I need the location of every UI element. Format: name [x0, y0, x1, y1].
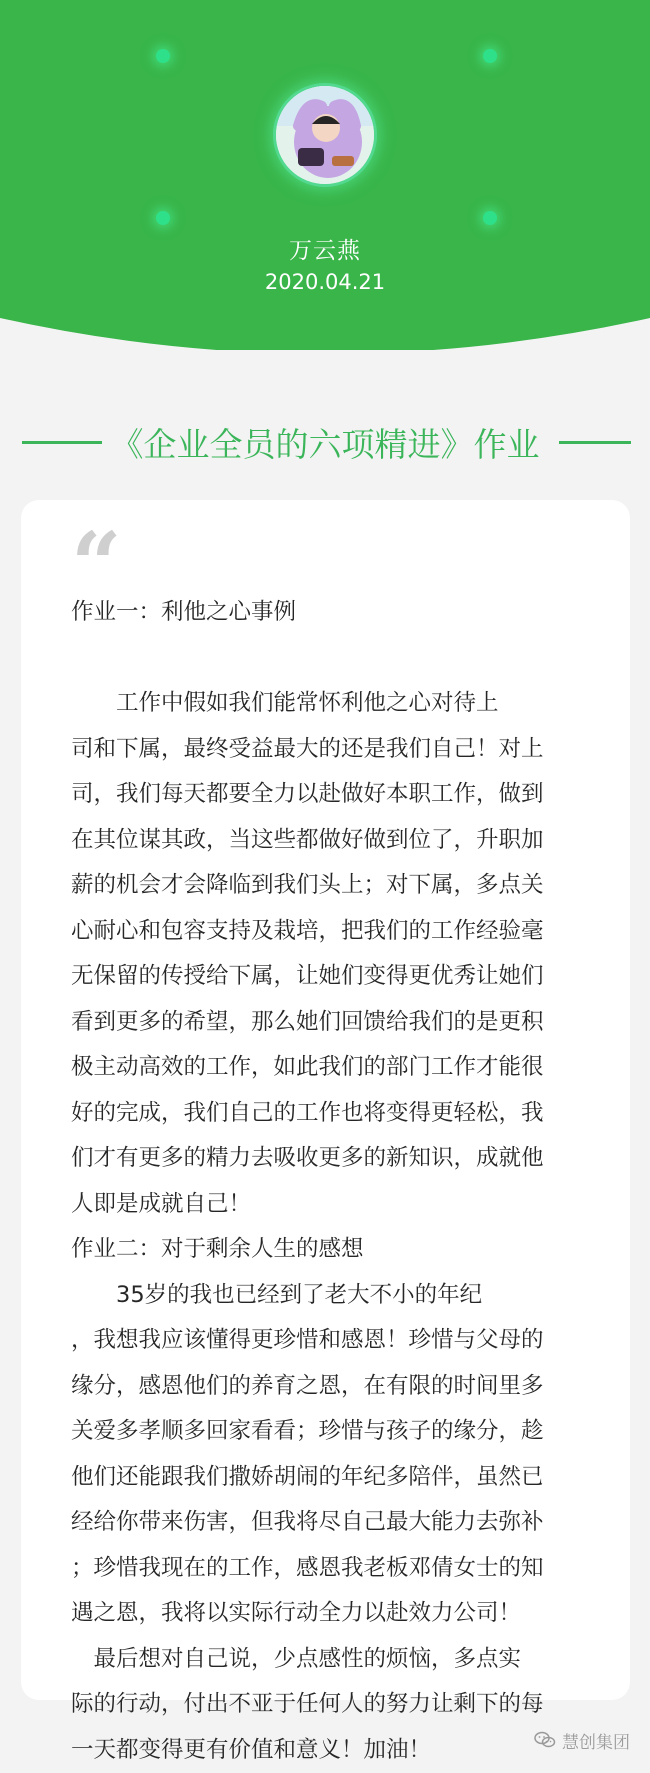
article-line: 最后想对自己说，少点感性的烦恼，多点实: [71, 1637, 611, 1683]
article-line: 35岁的我也已经到了老大不小的年纪: [71, 1273, 611, 1319]
article-line: 际的行动，付出不亚于任何人的努力让剩下的每: [71, 1682, 611, 1728]
glow-dot: [483, 211, 497, 225]
glow-dot: [483, 49, 497, 63]
article-line: 们才有更多的精力去吸收更多的新知识，成就他: [71, 1136, 611, 1182]
watermark: [534, 1727, 630, 1753]
section-heading: [0, 415, 650, 465]
heading-rule-right: [559, 441, 631, 444]
article-line: 极主动高效的工作，如此我们的部门工作才能很: [71, 1045, 611, 1091]
article-line: 他们还能跟我们撒娇胡闹的年纪多陪伴，虽然已: [71, 1455, 611, 1501]
article-line: 一天都变得更有价值和意义！加油！: [71, 1728, 611, 1773]
article-line: ；珍惜我现在的工作，感恩我老板邓倩女士的知: [71, 1546, 611, 1592]
article-line: 工作中假如我们能常怀利他之心对待上: [71, 681, 611, 727]
article-line: 作业二：对于剩余人生的感想: [71, 1227, 611, 1273]
glow-dot: [156, 49, 170, 63]
article-line: 在其位谋其政，当这些都做好做到位了，升职加: [71, 818, 611, 864]
article-line: 作业一：利他之心事例: [71, 590, 611, 636]
article-line: 缘分，感恩他们的养育之恩，在有限的时间里多: [71, 1364, 611, 1410]
article-line: [71, 636, 611, 682]
section-title: 《企业全员的六项精进》作业: [95, 419, 555, 466]
article-line: 关爱多孝顺多回家看看；珍惜与孩子的缘分，趁: [71, 1409, 611, 1455]
article-body: [71, 590, 611, 1773]
article-line: 经给你带来伤害，但我将尽自己最大能力去弥补: [71, 1500, 611, 1546]
article-line: 遇之恩，我将以实际行动全力以赴效力公司！: [71, 1591, 611, 1637]
watermark-text: 慧创集团: [562, 1728, 630, 1753]
author-name: 万云燕: [0, 232, 650, 265]
quote-mark-icon: “: [71, 520, 122, 608]
article-line: 无保留的传授给下属，让她们变得更优秀让她们: [71, 954, 611, 1000]
heading-rule-left: [22, 441, 102, 444]
article-line: 看到更多的希望，那么她们回馈给我们的是更积: [71, 1000, 611, 1046]
article-line: 司和下属，最终受益最大的还是我们自己！对上: [71, 727, 611, 773]
article-line: 人即是成就自己！: [71, 1182, 611, 1228]
article-line: 司，我们每天都要全力以赴做好本职工作，做到: [71, 772, 611, 818]
article-card: [21, 500, 630, 1700]
article-line: 心耐心和包容支持及栽培，把我们的工作经验毫: [71, 909, 611, 955]
article-line: 好的完成，我们自己的工作也将变得更轻松，我: [71, 1091, 611, 1137]
post-date: 2020.04.21: [0, 270, 650, 294]
article-line: ，我想我应该懂得更珍惜和感恩！珍惜与父母的: [71, 1318, 611, 1364]
wechat-icon: [534, 1731, 556, 1749]
article-line: 薪的机会才会降临到我们头上；对下属，多点关: [71, 863, 611, 909]
profile-photo-icon: [276, 86, 374, 184]
profile-header: [0, 0, 650, 350]
avatar[interactable]: [276, 86, 374, 184]
glow-dot: [156, 211, 170, 225]
